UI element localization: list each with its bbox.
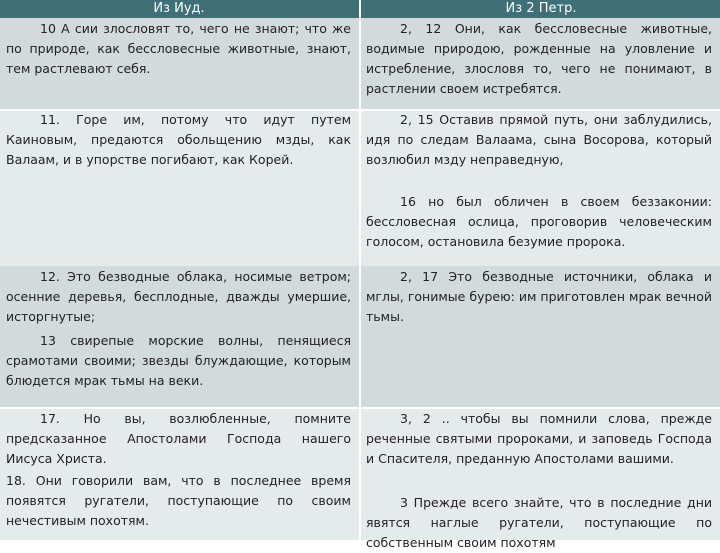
peter-2-16: 16 но был обличен в своем беззаконии: бессловесная ослица, проговорив человеческим голосом, остановила безумие пророка. [366, 194, 712, 249]
jude-verse-18: 18. Они говорили вам, что в последнее время появятся ругатели, поступающие по своим нечестивым похотям. [6, 473, 351, 528]
peter-2-12: 2, 12 Они, как бессловесные животные, водимые природою, рожденные на уловление и истребление, злословя то, чего не понимают, в растлении своем истребятся. [366, 21, 712, 96]
header-2-peter: Из 2 Петр. [505, 1, 577, 16]
peter-3-2: 3, 2 .. чтобы вы помнили слова, прежде реченные святыми пророками, и заповедь Господа и Спасителя, преданную Апостолами вашими. [366, 411, 712, 466]
jude-verse-11: 11. Горе им, потому что идут путем Каиновым, предаются обольщению мзды, как Валаам, и в упорстве погибают, как Корей. [6, 112, 351, 167]
peter-3-3: 3 Прежде всего знайте, что в последние дни явятся наглые ругатели, поступающие по собственным своим похотям [366, 495, 712, 550]
peter-2-15: 2, 15 Оставив прямой путь, они заблудились, идя по следам Валаама, сына Восорова, который возлюбил мзду неправедную, [366, 112, 712, 167]
jude-verse-10: 10 А сии злословят то, чего не знают; что же по природе, как бессловесные животные, знают, тем растлевают себя. [6, 21, 351, 76]
header-jude: Из Иуд. [153, 1, 205, 16]
column-divider [359, 0, 361, 540]
jude-verse-17: 17. Но вы, возлюбленные, помните предсказанное Апостолами Господа нашего Иисуса Христа. [6, 411, 351, 466]
peter-2-17: 2, 17 Это безводные источники, облака и мглы, гонимые бурею: им приготовлен мрак вечной тьмы. [366, 269, 712, 324]
jude-verse-13: 13 свирепые морские волны, пенящиеся срамотами своими; звезды блуждающие, которым блюдется мрак тьмы на веки. [6, 333, 351, 388]
jude-verse-12: 12. Это безводные облака, носимые ветром; осенние деревья, бесплодные, дважды умершие, исторгнутые; [6, 269, 351, 324]
